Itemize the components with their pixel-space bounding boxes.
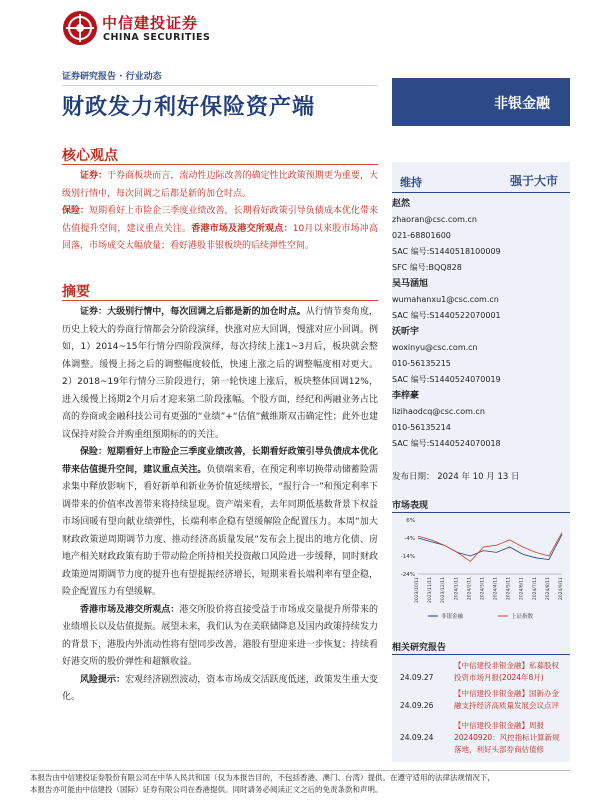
x-tick-label: 2024/8/11 — [545, 577, 551, 601]
analyst-name: 沃昕宇 — [392, 327, 420, 337]
core-view-label: 证券： — [80, 171, 108, 181]
summary-text: 港交所股价将直接受益于市场成交量提升所带来的业绩增长以及估值提振。展望未来，我们认为在美联储降息及国内政策持续发力的背景下，港股内外流动性将有望同步改善，港股有望迎来进一步恢复；持续看好港交所的股价弹性和超额收益。 — [62, 604, 378, 667]
analyst — [392, 388, 570, 452]
related-item[interactable] — [392, 720, 570, 756]
legend-label: 非银金融 — [441, 614, 464, 620]
analyst — [392, 276, 570, 324]
related-date: 24.09.27 — [400, 673, 434, 682]
analyst-name: 吴马涵旭 — [392, 279, 429, 289]
publish-date: 发布日期： 2024 年 10 月 13 日 — [392, 472, 520, 482]
divider — [392, 654, 570, 655]
x-tick-label: 2024/5/11 — [506, 577, 512, 601]
x-tick-label: 2024/2/11 — [467, 577, 473, 601]
summary-text: 从行情节奏角度，历史上较大的券商行情都会分阶段演绎，快涨对应大回调，慢涨对应小回调。例如，1）2014~15年行情分四阶段演绎，每次持续上涨1~3月后，板块就会整体调整。缓慢上扬之后的调整幅度较低，快速上涨之后的调整幅度相对更大。2）2018~19年行情分三阶段进行，第一轮快速上涨后，板块整体回调12%，进入缓慢上扬期2个月后才迎来第二阶段涨幅。个股方面，经纪和两融业务占比高的券商或金融科技公司有更强的“业绩”+“估值”戴维斯双击确定性；此外也建议保持对险合并购重组预期标的的关注。 — [62, 307, 378, 440]
summary-para — [62, 444, 378, 602]
summary-label: 香港市场及港交所观点： — [80, 604, 180, 615]
brand-name-cn: 中信建投证券 — [102, 14, 199, 32]
summary-label: 证券：大级别行情中，每次回调之后都是新的加仓时点。 — [80, 307, 306, 317]
analyst-reg: SAC 编号:S1440518100009 — [392, 247, 501, 256]
rating-action: 维持 — [400, 176, 422, 189]
x-tick-label: 2023/10/11 — [415, 577, 420, 603]
analyst — [392, 196, 570, 276]
x-tick-label: 2023/11/11 — [428, 577, 434, 603]
legend-label: 上证指数 — [511, 614, 534, 620]
performance-title: 市场表现 — [392, 501, 429, 511]
x-tick-label: 2024/6/11 — [519, 577, 525, 601]
analyst-email[interactable]: woxinyu@csc.com.cn — [392, 343, 478, 352]
divider — [62, 300, 378, 301]
summary-para — [62, 672, 378, 707]
x-tick-label: 2024/4/11 — [493, 577, 499, 601]
disclaimer-line: 本报告由中信建投证券股份有限公司在中华人民共和国（仅为本报告目的，不包括香港、澳门、台湾）提供。在遵守适用的法律法规情况下， — [30, 773, 495, 782]
analyst-phone: 010-56135214 — [392, 423, 451, 432]
summary-label: 风险提示： — [80, 674, 126, 685]
core-view-text: 短期看好上市险企三季度业绩改善，长期看好政策引导负债成本优化带来估值提升空间，建议重点关注。 — [62, 206, 378, 234]
summary-text: 宏观经济剧烈波动，资本市场成交活跃度低迷，政策发生重大变化。 — [62, 674, 378, 702]
core-view-text: 于券商板块而言，流动性边际改善的确定性比政策预期更为重要，大级别行情中，每次回调之后都是新的加仓时点。 — [62, 171, 378, 199]
y-tick-label: -14% — [400, 554, 415, 560]
rating — [392, 170, 570, 192]
series-line — [418, 534, 562, 559]
divider — [62, 85, 378, 86]
y-tick-label: -24% — [400, 572, 415, 578]
rating-value: 强于大市 — [509, 174, 558, 188]
analyst-phone: 010-56135215 — [392, 359, 451, 368]
analyst — [392, 324, 570, 388]
analyst-list — [392, 196, 570, 452]
x-tick-label: 2023/12/11 — [441, 577, 447, 603]
related-link[interactable]: 【中信建投非银金融】私募股权投资市场月报(2024年8月) — [454, 661, 559, 682]
analyst-reg: SAC 编号:S1440524070018 — [392, 439, 501, 448]
x-tick-label: 2024/3/11 — [480, 577, 486, 601]
core-view-label: 香港市场及港交所观点： — [191, 223, 293, 234]
core-view-text: 10月以来股市场冲高回落，市场成交大幅放量；看好港股非银板块的后续弹性空间。 — [62, 223, 378, 252]
related-item[interactable] — [392, 660, 570, 690]
core-view-para — [62, 171, 378, 199]
analyst-email[interactable]: wumahanxu1@csc.com.cn — [392, 295, 499, 304]
x-tick-label: 2024/7/11 — [532, 577, 538, 601]
related-link[interactable]: 【中信建投非银金融】国新办金融支持经济高质量发展会议点评 — [454, 689, 559, 710]
analyst-email[interactable]: zhaoran@csc.com.cn — [392, 215, 477, 224]
related-date: 24.09.24 — [400, 733, 434, 742]
analyst-reg: SAC 编号:S1440524070019 — [392, 375, 501, 384]
related-link[interactable]: 【中信建投非银金融】周报20240920：风控指标计算新规落地，利好头部券商估值修 — [454, 721, 560, 754]
analyst-name: 赵然 — [392, 199, 411, 209]
analyst-reg: SAC 编号:S1440522070001 — [392, 311, 501, 320]
sector-banner — [392, 78, 570, 126]
divider — [30, 770, 570, 771]
divider — [392, 512, 570, 513]
summary-text: 负债端来看，在预定利率切换带动储蓄险需求集中释放影响下，看好新单和新业务价值延续增长，“报行合一”和预定利率下调带来的价值率改善带来将持续显现。资产端来看，去年同期低基数背景下权益市场回暖有望向献业绩弹性，长端利率企稳有望缓解险企配置压力。本周“加大财政政策逆周期调节力度、推动经济高质量发展”发布会上提出的地方化债、房地产相关财政政策有助于带动险企所持相关投资敞口风险进一步缓释，同时财政政策逆周期调节力度的提升也有望提振经济增长，短期来看长端利率有望企稳，险企配置压力有望缓解。 — [62, 464, 378, 597]
y-tick-label: -4% — [404, 536, 415, 542]
core-view-para — [62, 206, 378, 251]
page-title: 财政发力利好保险资产端 — [62, 95, 316, 120]
brand-emblem-icon — [62, 10, 98, 46]
analyst-phone: 021-68801600 — [392, 231, 451, 240]
summary-para — [62, 602, 378, 672]
brand-name-en: CHINA SECURITIES — [103, 32, 211, 43]
sector-label: 非银金融 — [494, 96, 550, 112]
related-item[interactable] — [392, 688, 570, 718]
disclaimer-line: 本报告亦可能由中信建投（国际）证券有限公司在香港提供。同时请务必阅读正文之后的免责条款和声明。 — [30, 785, 383, 794]
related-title: 相关研究报告 — [392, 643, 447, 653]
summary-para — [62, 304, 378, 444]
y-tick-label: 6% — [406, 518, 415, 524]
summary-label: 保险：短期看好上市险企三季度业绩改善，长期看好政策引导负债成本优化带来估值提升空间，建议重点关注。 — [62, 447, 378, 475]
core-view-label: 保险： — [62, 206, 90, 217]
divider — [62, 164, 378, 165]
analyst-email[interactable]: lizihaodcq@csc.com.cn — [392, 407, 485, 416]
brand-logo — [62, 10, 212, 48]
core-view-heading: 核心观点 — [62, 148, 118, 164]
x-tick-label: 2024/9/11 — [559, 577, 564, 601]
report-type: 证券研究报告 · 行业动态 — [62, 72, 162, 82]
performance-chart — [392, 514, 570, 624]
series-line — [418, 533, 562, 562]
divider — [392, 192, 570, 193]
summary-body — [62, 304, 378, 707]
related-date: 24.09.26 — [400, 701, 434, 710]
analyst-name: 李梓豪 — [392, 391, 420, 401]
summary-heading: 摘要 — [62, 284, 90, 300]
core-view-body — [62, 168, 378, 256]
x-tick-label: 2024/1/11 — [454, 577, 460, 601]
analyst-reg: SFC 编号:BQQ828 — [392, 263, 462, 272]
disclaimer — [30, 772, 590, 796]
